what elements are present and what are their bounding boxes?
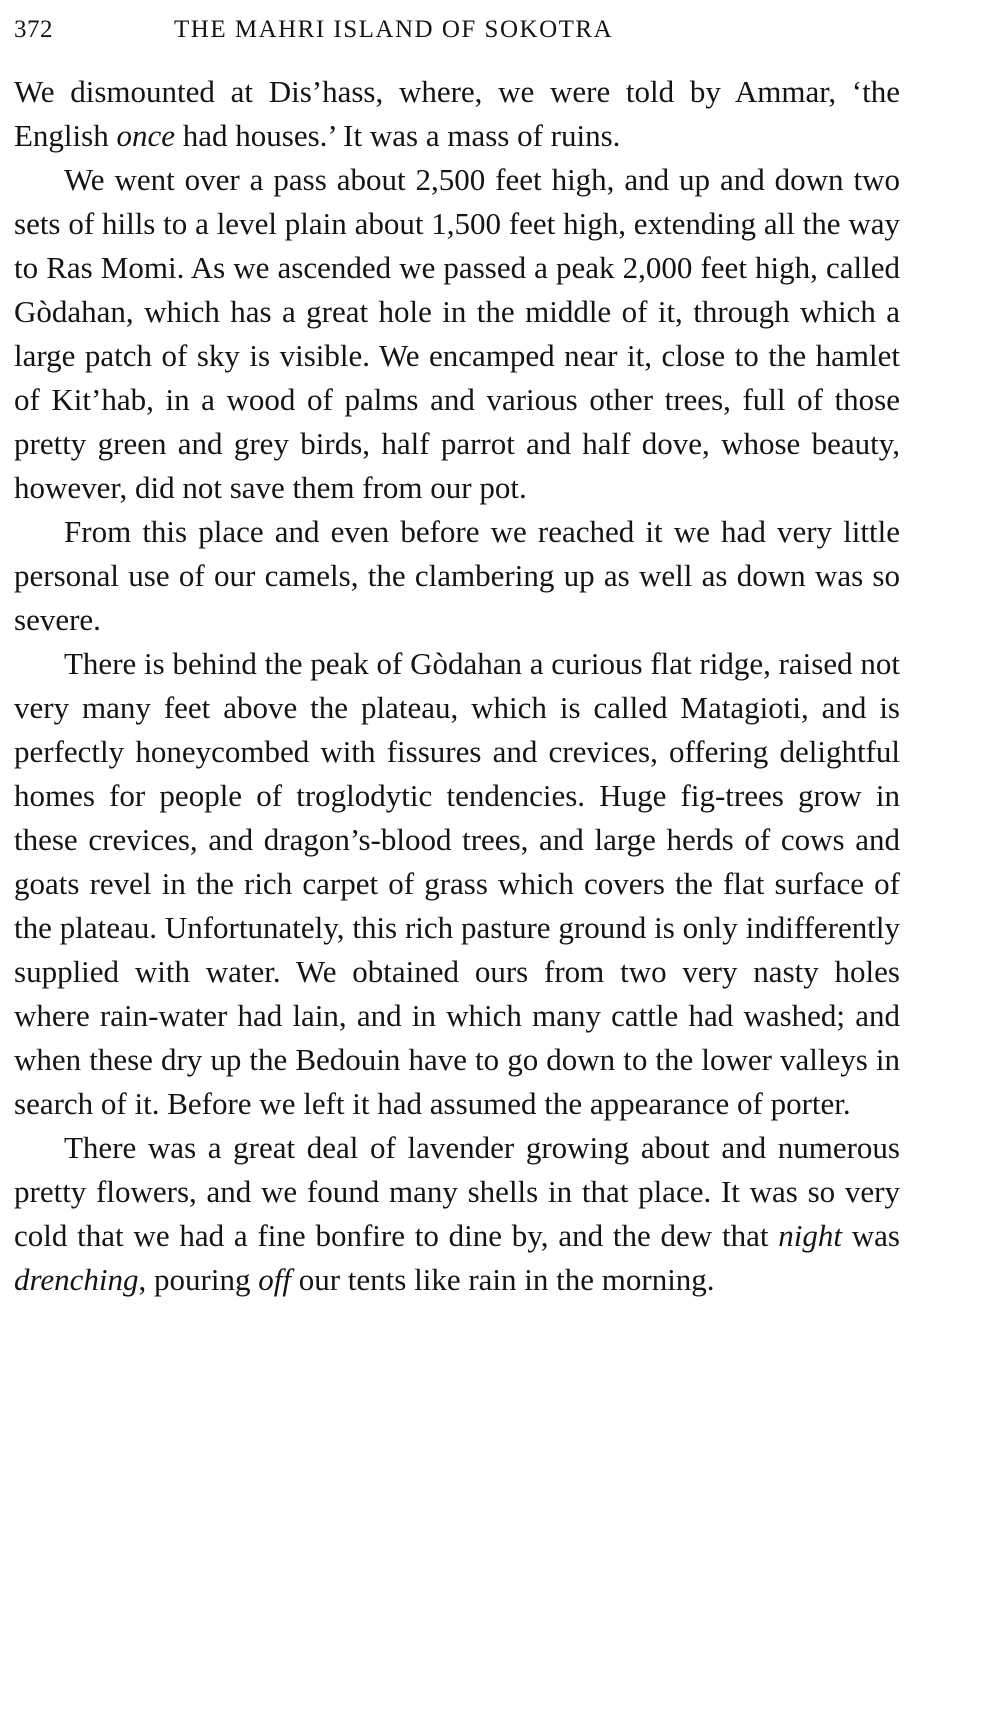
running-head	[14, 0, 900, 62]
paragraph-1	[14, 70, 900, 158]
paragraph-5-text-2: was	[841, 1218, 900, 1253]
paragraph-4: There is behind the peak of Gòdahan a curious flat ridge, raised not very many feet above the plateau, which is called Matagioti, and is perfectly honeycombed with fissures and crevices, offering delightful homes for people of troglodytic tendencies. Huge fig-trees grow in these crevices, and dragon’s-blood trees, and large herds of cows and goats revel in the rich carpet of grass which covers the flat surface of the plateau. Unfortunately, this rich pasture ground is only indifferently supplied with water. We obtained ours from two very nasty holes where rain-water had lain, and in which many cattle had washed; and when these dry up the Bedouin have to go down to the lower valleys in search of it. Before we left it had assumed the appearance of porter.	[14, 646, 900, 1121]
paragraph-5	[14, 1126, 900, 1302]
body-text	[14, 70, 900, 1302]
paragraph-1-text: We dismounted at Dis’hass, where, we were told by Ammar, ‘the English	[14, 74, 900, 153]
paragraph-5-text-3: , pouring	[138, 1262, 259, 1297]
paragraph-3: From this place and even before we reached it we had very little personal use of our camels, the clambering up as well as down was so severe.	[14, 514, 900, 637]
book-page	[14, 0, 900, 1297]
paragraph-5-italic-drenching: drenching	[14, 1262, 139, 1297]
paragraph-1-italic: once	[116, 118, 176, 153]
paragraph-5-text: There was a great deal of lavender growing about and numerous pretty flowers, and we found many shells in that place. It was so very cold that we had a fine bonfire to dine by, and the dew that	[14, 1130, 900, 1253]
paragraph-5-italic-off: off	[258, 1262, 291, 1297]
paragraph-5-text-end: our tents like rain in the morning.	[290, 1262, 715, 1297]
paragraph-2: We went over a pass about 2,500 feet high, and up and down two sets of hills to a level plain about 1,500 feet high, extending all the way to Ras Momi. As we ascended we passed a peak 2,000 feet high, called Gòdahan, which has a great hole in the middle of it, through which a large patch of sky is visible. We encamped near it, close to the hamlet of Kit’hab, in a wood of palms and various other trees, full of those pretty green and grey birds, half parrot and half dove, whose beauty, however, did not save them from our pot.	[14, 162, 900, 505]
page-number: 372	[14, 16, 53, 43]
paragraph-5-italic-night: night	[778, 1218, 842, 1253]
running-title: THE MAHRI ISLAND OF SOKOTRA	[174, 16, 614, 43]
paragraph-1-text-end: had houses.’ It was a mass of ruins.	[175, 118, 621, 153]
